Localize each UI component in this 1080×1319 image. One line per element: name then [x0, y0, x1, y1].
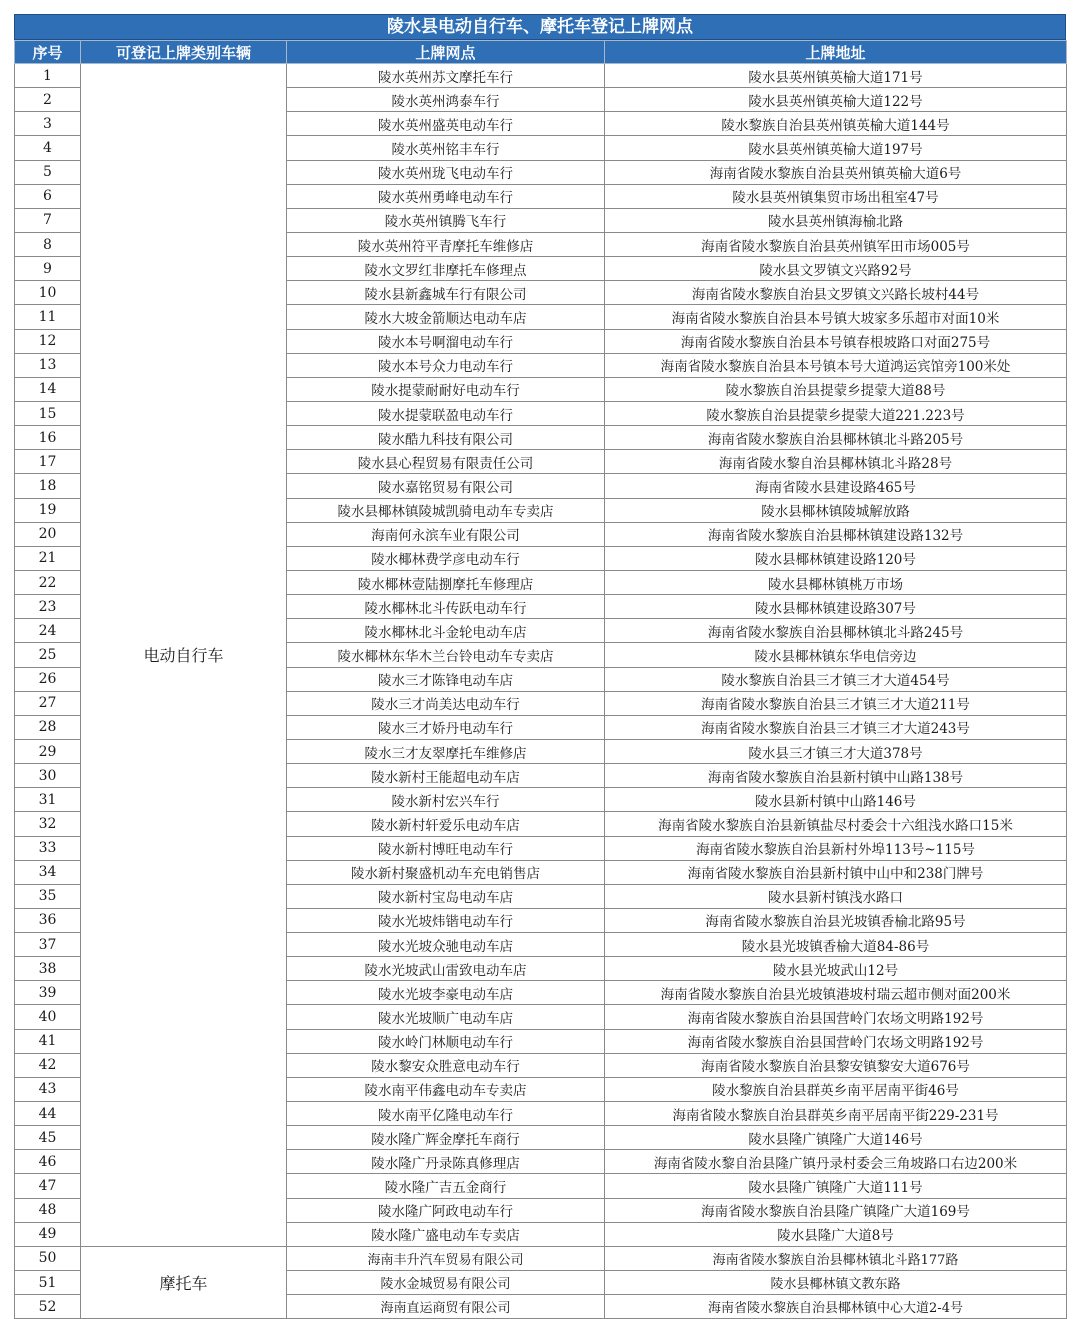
row-outlet: 陵水隆广阿政电动车行 — [287, 1198, 605, 1222]
row-index: 29 — [15, 739, 81, 763]
row-address: 陵水县椰林镇建设路307号 — [605, 595, 1067, 619]
row-index: 1 — [15, 64, 81, 88]
row-address: 陵水县文罗镇文兴路92号 — [605, 257, 1067, 281]
row-outlet: 陵水英州符平青摩托车维修店 — [287, 232, 605, 256]
row-address: 海南省陵水黎自治县椰林镇北斗路28号 — [605, 450, 1067, 474]
row-outlet: 陵水英州镇腾飞车行 — [287, 208, 605, 232]
row-outlet: 陵水县新鑫城车行有限公司 — [287, 281, 605, 305]
row-index: 31 — [15, 788, 81, 812]
row-outlet: 陵水隆广吉五金商行 — [287, 1174, 605, 1198]
row-address: 海南省陵水黎族自治县黎安镇黎安大道676号 — [605, 1053, 1067, 1077]
row-outlet: 陵水椰林北斗传跃电动车行 — [287, 595, 605, 619]
row-outlet: 陵水本号啊溜电动车行 — [287, 329, 605, 353]
row-outlet: 陵水光坡李豪电动车店 — [287, 981, 605, 1005]
row-outlet: 陵水英州铭丰车行 — [287, 136, 605, 160]
row-address: 陵水县新村镇中山路146号 — [605, 788, 1067, 812]
row-index: 15 — [15, 401, 81, 425]
row-index: 19 — [15, 498, 81, 522]
row-address: 陵水县英州镇海榆北路 — [605, 208, 1067, 232]
row-address: 海南省陵水黎族自治县国营岭门农场文明路192号 — [605, 1005, 1067, 1029]
row-index: 14 — [15, 377, 81, 401]
row-index: 13 — [15, 353, 81, 377]
row-address: 陵水县三才镇三才大道378号 — [605, 739, 1067, 763]
row-index: 27 — [15, 691, 81, 715]
row-index: 34 — [15, 860, 81, 884]
row-index: 22 — [15, 570, 81, 594]
row-outlet: 陵水县心程贸易有限责任公司 — [287, 450, 605, 474]
header-category: 可登记上牌类别车辆 — [81, 41, 287, 64]
row-address: 陵水县椰林镇桃万市场 — [605, 570, 1067, 594]
row-address: 海南省陵水黎自治县隆广镇丹录村委会三角坡路口右边200米 — [605, 1150, 1067, 1174]
row-index: 17 — [15, 450, 81, 474]
row-index: 40 — [15, 1005, 81, 1029]
row-outlet: 陵水三才尚美达电动车行 — [287, 691, 605, 715]
row-address: 陵水县隆广镇隆广大道146号 — [605, 1126, 1067, 1150]
row-address: 海南省陵水黎族自治县三才镇三才大道211号 — [605, 691, 1067, 715]
row-address: 陵水县光坡武山12号 — [605, 957, 1067, 981]
header-row — [15, 41, 1067, 64]
row-index: 36 — [15, 908, 81, 932]
row-outlet: 陵水金城贸易有限公司 — [287, 1271, 605, 1295]
row-address: 海南省陵水黎族自治县新村外埠113号~115号 — [605, 836, 1067, 860]
row-address: 海南省陵水黎族自治县新村镇中山路138号 — [605, 764, 1067, 788]
row-index: 35 — [15, 884, 81, 908]
row-index: 33 — [15, 836, 81, 860]
row-outlet: 陵水新村轩爱乐电动车店 — [287, 812, 605, 836]
row-outlet: 陵水县椰林镇陵城凯骑电动车专卖店 — [287, 498, 605, 522]
row-address: 海南省陵水黎族自治县光坡镇香榆北路95号 — [605, 908, 1067, 932]
row-outlet: 陵水南平亿隆电动车行 — [287, 1102, 605, 1126]
row-address: 陵水县英州镇英榆大道197号 — [605, 136, 1067, 160]
row-index: 7 — [15, 208, 81, 232]
row-address: 海南省陵水黎族自治县本号镇大坡家多乐超市对面10米 — [605, 305, 1067, 329]
row-index: 41 — [15, 1029, 81, 1053]
row-outlet: 陵水光坡炜锴电动车行 — [287, 908, 605, 932]
row-address: 海南省陵水黎族自治县新镇盐尽村委会十六组浅水路口15米 — [605, 812, 1067, 836]
row-outlet: 陵水隆广丹录陈真修理店 — [287, 1150, 605, 1174]
row-outlet: 陵水椰林东华木兰台铃电动车专卖店 — [287, 643, 605, 667]
row-outlet: 陵水新村宏兴车行 — [287, 788, 605, 812]
row-outlet: 陵水大坡金箭顺达电动车店 — [287, 305, 605, 329]
row-address: 海南省陵水黎族自治县英州镇军田市场005号 — [605, 232, 1067, 256]
row-index: 30 — [15, 764, 81, 788]
row-address: 陵水县英州镇英榆大道122号 — [605, 88, 1067, 112]
row-index: 28 — [15, 715, 81, 739]
row-outlet: 海南何永滨车业有限公司 — [287, 522, 605, 546]
row-index: 11 — [15, 305, 81, 329]
row-index: 45 — [15, 1126, 81, 1150]
table-row — [15, 64, 1067, 88]
row-outlet: 陵水三才娇丹电动车行 — [287, 715, 605, 739]
row-outlet: 陵水英州鸿泰车行 — [287, 88, 605, 112]
row-address: 海南省陵水黎族自治县椰林镇北斗路205号 — [605, 426, 1067, 450]
row-address: 海南省陵水黎族自治县椰林镇北斗路245号 — [605, 619, 1067, 643]
header-address: 上牌地址 — [605, 41, 1067, 64]
row-index: 47 — [15, 1174, 81, 1198]
row-address: 陵水黎族自治县群英乡南平居南平街46号 — [605, 1077, 1067, 1101]
row-index: 25 — [15, 643, 81, 667]
row-address: 海南省陵水黎族自治县本号镇春根坡路口对面275号 — [605, 329, 1067, 353]
row-address: 海南省陵水黎族自治县隆广镇隆广大道169号 — [605, 1198, 1067, 1222]
table-row — [15, 1246, 1067, 1270]
header-index: 序号 — [15, 41, 81, 64]
row-index: 46 — [15, 1150, 81, 1174]
registration-sheet — [14, 14, 1066, 1319]
row-outlet: 陵水椰林壹陆捌摩托车修理店 — [287, 570, 605, 594]
row-index: 21 — [15, 546, 81, 570]
row-index: 16 — [15, 426, 81, 450]
row-address: 陵水黎族自治县提蒙乡提蒙大道221.223号 — [605, 401, 1067, 425]
table-body — [15, 64, 1067, 1319]
row-address: 海南省陵水黎族自治县椰林镇中心大道2-4号 — [605, 1295, 1067, 1319]
row-index: 32 — [15, 812, 81, 836]
row-address: 海南省陵水黎族自治县椰林镇北斗路177路 — [605, 1246, 1067, 1270]
row-outlet: 陵水英州盛英电动车行 — [287, 112, 605, 136]
row-outlet: 陵水岭门林顺电动车行 — [287, 1029, 605, 1053]
row-outlet: 陵水椰林北斗金轮电动车店 — [287, 619, 605, 643]
row-address: 陵水县光坡镇香榆大道84-86号 — [605, 933, 1067, 957]
row-outlet: 陵水文罗红非摩托车修理点 — [287, 257, 605, 281]
row-index: 26 — [15, 667, 81, 691]
row-outlet: 陵水黎安众胜意电动车行 — [287, 1053, 605, 1077]
row-address: 海南省陵水黎族自治县三才镇三才大道243号 — [605, 715, 1067, 739]
row-address: 陵水县椰林镇建设路120号 — [605, 546, 1067, 570]
registration-table — [14, 40, 1067, 1319]
row-outlet: 陵水英州苏文摩托车行 — [287, 64, 605, 88]
header-outlet: 上牌网点 — [287, 41, 605, 64]
row-address: 陵水县椰林镇东华电信旁边 — [605, 643, 1067, 667]
row-address: 陵水县椰林镇文教东路 — [605, 1271, 1067, 1295]
row-outlet: 陵水新村王能超电动车店 — [287, 764, 605, 788]
row-index: 52 — [15, 1295, 81, 1319]
row-index: 38 — [15, 957, 81, 981]
row-index: 10 — [15, 281, 81, 305]
row-index: 49 — [15, 1222, 81, 1246]
row-index: 5 — [15, 160, 81, 184]
row-address: 陵水黎族自治县英州镇英榆大道144号 — [605, 112, 1067, 136]
row-index: 3 — [15, 112, 81, 136]
row-address: 海南省陵水黎族自治县光坡镇港坡村瑞云超市侧对面200米 — [605, 981, 1067, 1005]
row-index: 20 — [15, 522, 81, 546]
row-index: 23 — [15, 595, 81, 619]
category-motorcycle: 摩托车 — [81, 1246, 287, 1318]
sheet-title: 陵水县电动自行车、摩托车登记上牌网点 — [14, 14, 1066, 40]
row-address: 海南省陵水黎族自治县群英乡南平居南平街229-231号 — [605, 1102, 1067, 1126]
row-address: 陵水县椰林镇陵城解放路 — [605, 498, 1067, 522]
row-address: 陵水县新村镇浅水路口 — [605, 884, 1067, 908]
row-address: 海南省陵水黎族自治县国营岭门农场文明路192号 — [605, 1029, 1067, 1053]
row-address: 海南省陵水黎族自治县椰林镇建设路132号 — [605, 522, 1067, 546]
row-outlet: 陵水光坡武山雷致电动车店 — [287, 957, 605, 981]
row-outlet: 海南丰升汽车贸易有限公司 — [287, 1246, 605, 1270]
category-ebike: 电动自行车 — [81, 64, 287, 1247]
row-address: 海南省陵水县建设路465号 — [605, 474, 1067, 498]
row-index: 43 — [15, 1077, 81, 1101]
row-index: 8 — [15, 232, 81, 256]
row-outlet: 陵水新村聚盛机动车充电销售店 — [287, 860, 605, 884]
row-index: 50 — [15, 1246, 81, 1270]
row-index: 9 — [15, 257, 81, 281]
row-outlet: 陵水新村宝岛电动车店 — [287, 884, 605, 908]
row-outlet: 陵水英州勇峰电动车行 — [287, 184, 605, 208]
row-outlet: 陵水南平伟鑫电动车专卖店 — [287, 1077, 605, 1101]
row-outlet: 陵水提蒙联盈电动车行 — [287, 401, 605, 425]
row-outlet: 陵水提蒙耐耐好电动车行 — [287, 377, 605, 401]
row-outlet: 陵水三才陈锋电动车店 — [287, 667, 605, 691]
row-index: 39 — [15, 981, 81, 1005]
row-address: 陵水县隆广大道8号 — [605, 1222, 1067, 1246]
row-address: 海南省陵水黎族自治县英州镇英榆大道6号 — [605, 160, 1067, 184]
row-index: 24 — [15, 619, 81, 643]
row-outlet: 陵水光坡众驰电动车店 — [287, 933, 605, 957]
row-address: 海南省陵水黎族自治县本号镇本号大道鸿运宾馆旁100米处 — [605, 353, 1067, 377]
row-outlet: 陵水本号众力电动车行 — [287, 353, 605, 377]
row-outlet: 陵水椰林费学彦电动车行 — [287, 546, 605, 570]
row-outlet: 陵水隆广盛电动车专卖店 — [287, 1222, 605, 1246]
row-outlet: 陵水酷九科技有限公司 — [287, 426, 605, 450]
row-outlet: 陵水嘉铭贸易有限公司 — [287, 474, 605, 498]
row-address: 海南省陵水黎族自治县文罗镇文兴路长坡村44号 — [605, 281, 1067, 305]
row-address: 陵水县英州镇英榆大道171号 — [605, 64, 1067, 88]
row-index: 12 — [15, 329, 81, 353]
row-outlet: 陵水光坡顺广电动车店 — [287, 1005, 605, 1029]
row-index: 42 — [15, 1053, 81, 1077]
row-index: 48 — [15, 1198, 81, 1222]
row-address: 海南省陵水黎族自治县新村镇中山中和238门牌号 — [605, 860, 1067, 884]
row-index: 6 — [15, 184, 81, 208]
row-index: 18 — [15, 474, 81, 498]
row-address: 陵水县英州镇集贸市场出租室47号 — [605, 184, 1067, 208]
row-address: 陵水黎族自治县提蒙乡提蒙大道88号 — [605, 377, 1067, 401]
row-index: 2 — [15, 88, 81, 112]
row-address: 陵水黎族自治县三才镇三才大道454号 — [605, 667, 1067, 691]
row-index: 4 — [15, 136, 81, 160]
row-outlet: 陵水新村博旺电动车行 — [287, 836, 605, 860]
row-index: 37 — [15, 933, 81, 957]
row-address: 陵水县隆广镇隆广大道111号 — [605, 1174, 1067, 1198]
row-outlet: 陵水三才友翠摩托车维修店 — [287, 739, 605, 763]
row-outlet: 海南直运商贸有限公司 — [287, 1295, 605, 1319]
row-index: 44 — [15, 1102, 81, 1126]
row-outlet: 陵水隆广辉金摩托车商行 — [287, 1126, 605, 1150]
row-outlet: 陵水英州珑飞电动车行 — [287, 160, 605, 184]
row-index: 51 — [15, 1271, 81, 1295]
